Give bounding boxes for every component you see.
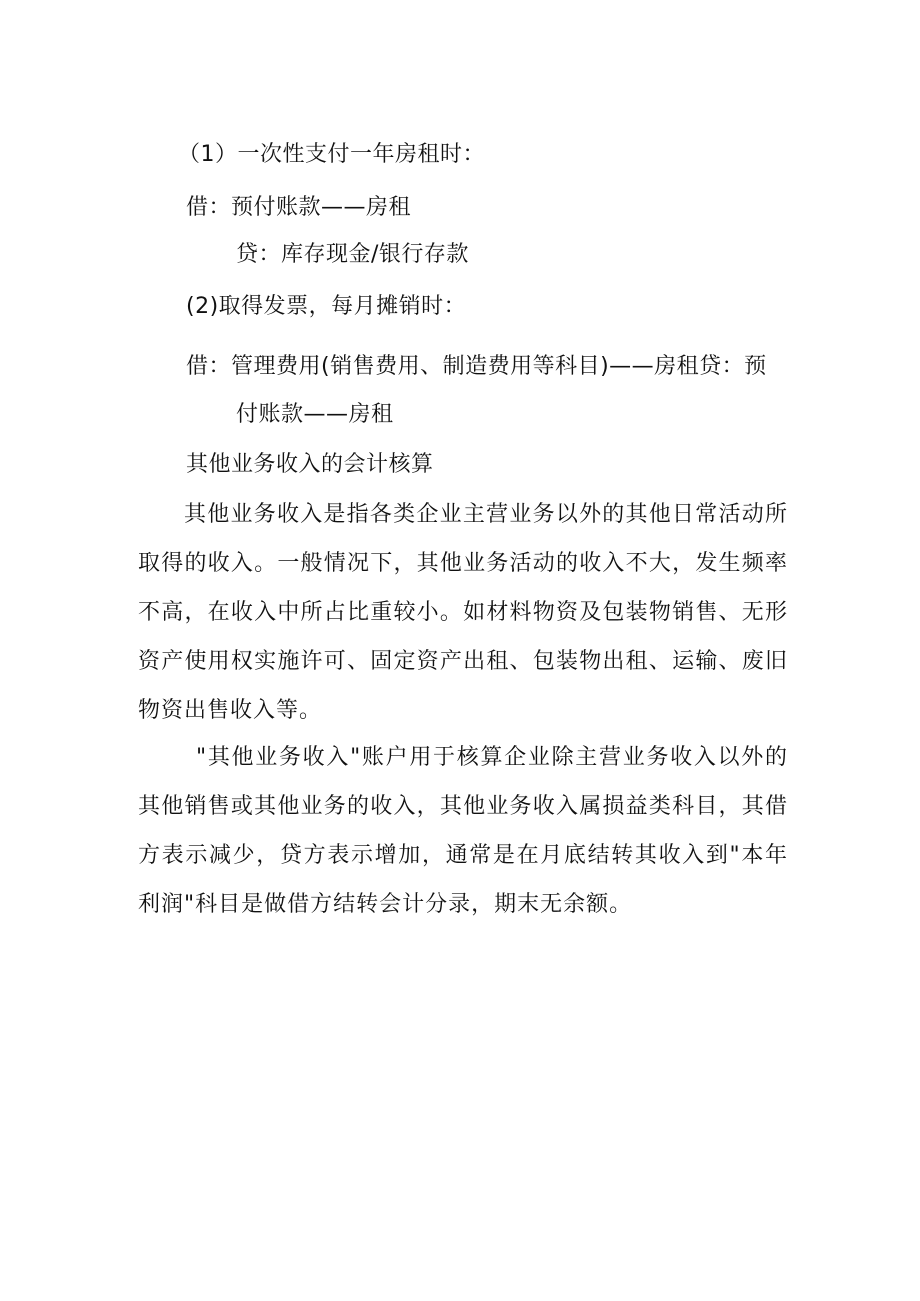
section-title: 其他业务收入的会计核算 xyxy=(186,452,434,477)
entry-2-debit-line-1: 借：管理费用(销售费用、制造费用等科目)——房租贷：预 xyxy=(186,354,767,379)
entry-1-heading: （1）一次性支付一年房租时： xyxy=(178,142,485,167)
entry-1-debit: 借：预付账款——房租 xyxy=(186,195,412,220)
paragraph-other-income-account: "其他业务收入"账户用于核算企业除主营业务收入以外的其他销售或其他业务的收入，其他业务收入属损益类科目，其借方表示减少，贷方表示增加，通常是在月底结转其收入到"本年利润"科目是做借方结转会计分录，期末无余额。 xyxy=(138,745,788,917)
entry-1-credit: 贷：库存现金/银行存款 xyxy=(236,242,469,267)
paragraph-other-income-definition: 其他业务收入是指各类企业主营业务以外的其他日常活动所取得的收入。一般情况下，其他业务活动的收入不大，发生频率不高，在收入中所占比重较小。如材料物资及包装物销售、无形资产使用权实施许可、固定资产出租、包装物出租、运输、废旧物资出售收入等。 xyxy=(138,502,788,723)
entry-2-debit-line-2: 付账款——房租 xyxy=(236,402,394,427)
entry-2-heading: (2)取得发票，每月摊销时： xyxy=(186,294,467,319)
